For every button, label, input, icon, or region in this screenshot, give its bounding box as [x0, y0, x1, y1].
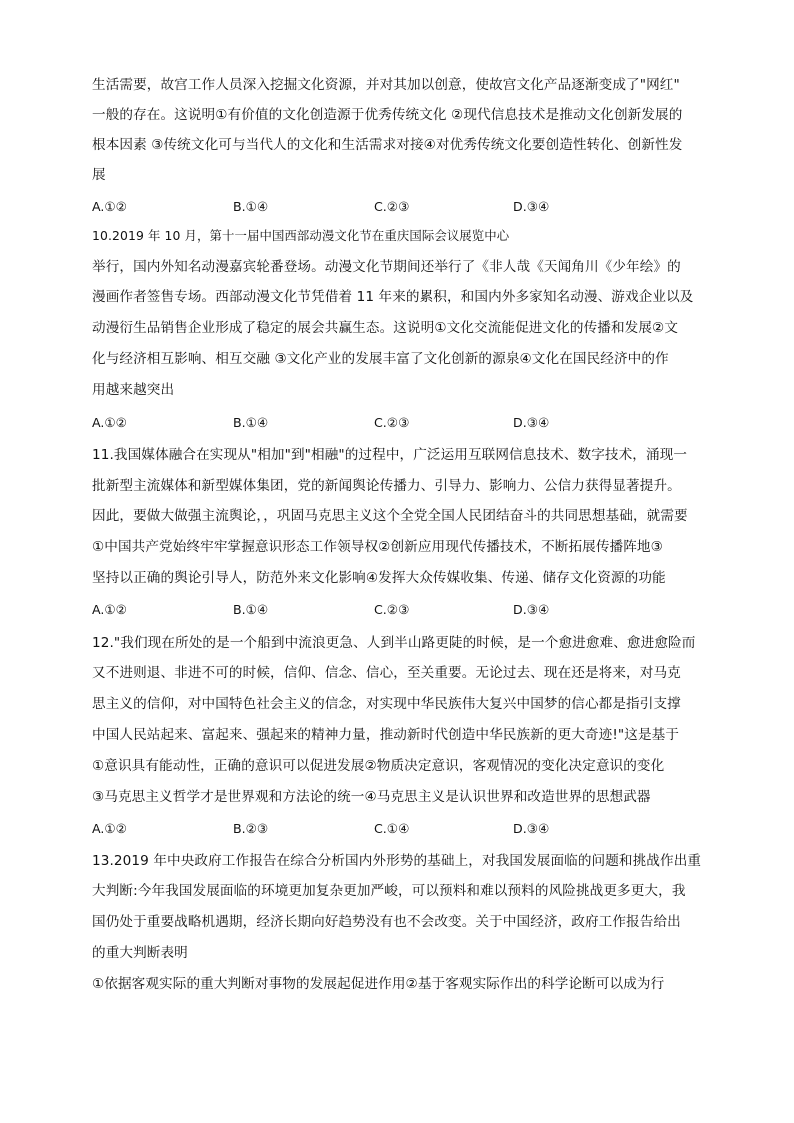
q13-line-1: 13.2019 年中央政府工作报告在综合分析国内外形势的基础上，对我国发展面临的问题和挑战作出重: [92, 853, 702, 869]
q10-line-5: 化与经济相互影响、相互交融 ③文化产业的发展丰富了文化创新的源泉④文化在国民经济中的作: [92, 351, 669, 367]
q10-option-a: A.①②: [92, 415, 127, 430]
q10-option-b: B.①④: [233, 415, 269, 430]
q13-line-4: 的重大判断表明: [92, 945, 188, 961]
q12-line-2: 又不进则退、非进不可的时候，信仰、信念、信心，至关重要。无论过去、现在还是将来，对马克: [92, 665, 681, 681]
q9-option-b: B.①④: [233, 199, 269, 214]
q12-option-d: D.③④: [513, 821, 550, 836]
q10-line-2: 举行，国内外知名动漫嘉宾轮番登场。动漫文化节期间还举行了《非人哉《天闻角川《少年绘》的: [92, 259, 681, 275]
q9-line-4: 展: [92, 167, 106, 183]
q11-line-3: 因此，要做大做强主流舆论，，巩固马克思主义这个全党全国人民团结奋斗的共同思想基础，就需要: [92, 508, 688, 524]
q11-line-4: ①中国共产党始终牢牢掌握意识形态工作领导权②创新应用现代传播技术，不断拓展传播阵地③: [92, 539, 663, 555]
q12-option-c: C.①④: [374, 821, 410, 836]
q9-line-3: 根本因素 ③传统文化可与当代人的文化和生活需求对接④对优秀传统文化要创造性转化、创新性发: [92, 137, 683, 153]
q9-option-c: C.②③: [374, 199, 410, 214]
q9-line-2: 一般的存在。这说明①有价值的文化创造源于优秀传统文化 ②现代信息技术是推动文化创新发展的: [92, 107, 683, 123]
q10-option-c: C.②③: [374, 415, 410, 430]
q12-line-4: 中国人民站起来、富起来、强起来的精神力量，推动新时代创造中华民族新的更大奇迹!"这是基于: [92, 727, 680, 743]
q11-option-d: D.③④: [513, 602, 550, 617]
q13-line-2: 大判断:今年我国发展面临的环境更加复杂更加严峻，可以预料和难以预料的风险挑战更多更大，我: [92, 883, 686, 899]
q9-option-a: A.①②: [92, 199, 127, 214]
q12-line-3: 思主义的信仰，对中国特色社会主义的信念，对实现中华民族伟大复兴中国梦的信心都是指引支撑: [92, 696, 681, 712]
q13-line-5: ①依据客观实际的重大判断对事物的发展起促进作用②基于客观实际作出的科学论断可以成为行: [92, 976, 665, 992]
q11-option-c: C.②③: [374, 602, 410, 617]
q10-line-1: 10.2019 年 10 月，第十一届中国西部动漫文化节在重庆国际会议展览中心: [92, 228, 510, 243]
q10-line-3: 漫画作者签售专场。西部动漫文化节凭借着 11 年来的累积，和国内外多家知名动漫、游戏企业以及: [92, 289, 694, 305]
q12-line-6: ③马克思主义哲学才是世界观和方法论的统一④马克思主义是认识世界和改造世界的思想武器: [92, 789, 651, 805]
q9-option-d: D.③④: [513, 199, 550, 214]
q11-option-b: B.①④: [233, 602, 269, 617]
q12-line-1: 12."我们现在所处的是一个船到中流浪更急、人到半山路更陡的时候，是一个愈进愈难、愈进愈险而: [92, 635, 696, 651]
q11-line-1: 11.我国媒体融合在实现从"相加"到"相融"的过程中，广泛运用互联网信息技术、数字技术，涌现一: [92, 447, 688, 463]
q13-line-3: 国仍处于重要战略机遇期，经济长期向好趋势没有也不会改变。关于中国经济，政府工作报告给出: [92, 914, 681, 930]
q12-option-a: A.①②: [92, 821, 127, 836]
q12-option-b: B.②③: [233, 821, 269, 836]
q11-line-5: 坚持以正确的舆论引导人，防范外来文化影响④发挥大众传媒收集、传递、储存文化资源的功能: [92, 570, 666, 586]
q12-line-5: ①意识具有能动性，正确的意识可以促进发展②物质决定意识，客观情况的变化决定意识的变化: [92, 758, 665, 774]
q10-line-6: 用越来越突出: [92, 382, 175, 398]
q10-line-4: 动漫衍生品销售企业形成了稳定的展会共赢生态。这说明①文化交流能促进文化的传播和发展②文: [92, 320, 679, 336]
q11-line-2: 批新型主流媒体和新型媒体集团，党的新闻舆论传播力、引导力、影响力、公信力获得显著提升。: [92, 478, 681, 494]
q9-line-1: 生活需要，故宫工作人员深入挖掘文化资源，并对其加以创意，使故宫文化产品逐渐变成了"网红": [92, 77, 680, 93]
q11-option-a: A.①②: [92, 602, 127, 617]
q10-option-d: D.③④: [513, 415, 550, 430]
